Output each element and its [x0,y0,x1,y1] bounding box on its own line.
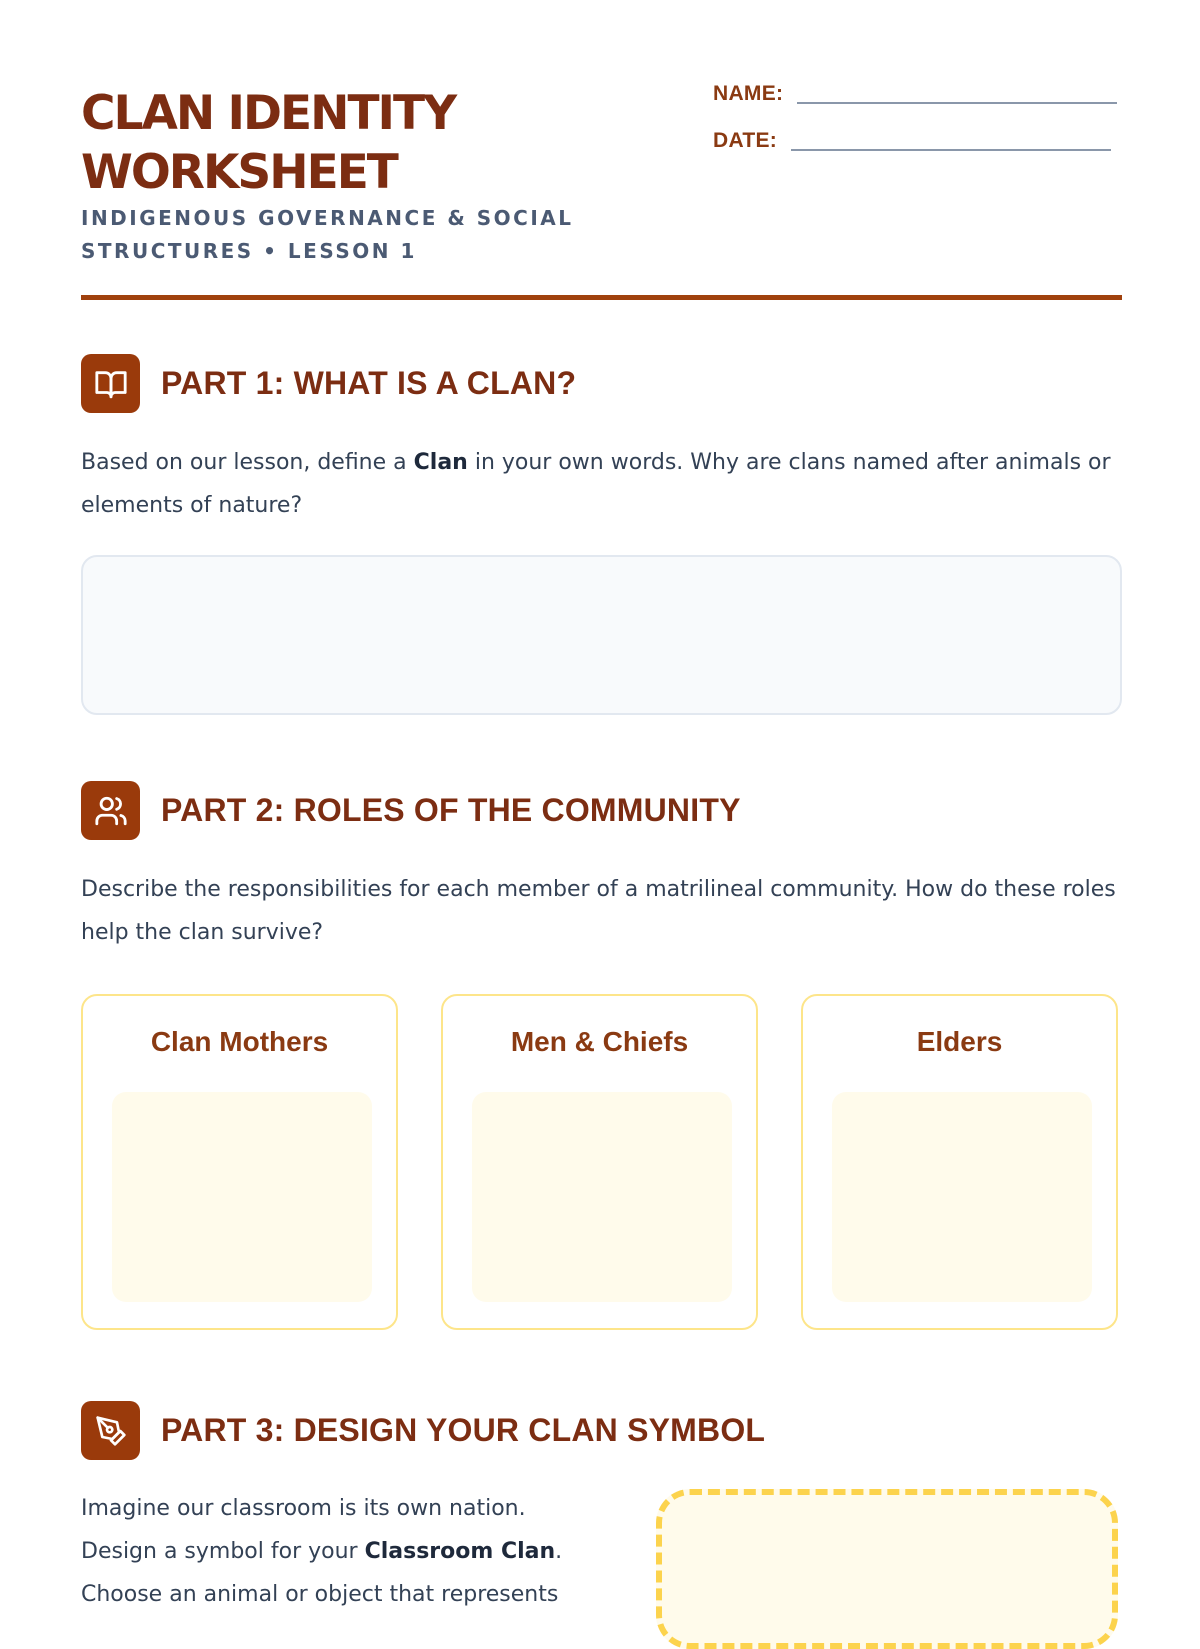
role-answer-area[interactable] [472,1092,732,1302]
part1-text-b: in your own words. Why are clans named after animals or elements of nature? [81,450,1111,518]
role-title: Elders [916,1026,1003,1057]
part3-line-2a: Design a symbol for your [81,1539,365,1564]
book-open-icon [81,354,140,413]
date-label: DATE: [713,129,778,152]
part3-line-2b: . [555,1539,563,1564]
header-divider [81,295,1122,300]
role-title: Clan Mothers [150,1026,329,1057]
part3-line-1: Imagine our classroom is its own nation. [81,1496,526,1521]
date-line[interactable] [791,149,1111,151]
name-field-row [713,82,1117,106]
worksheet-title [81,84,601,202]
part3-line-2-bold: Classroom Clan [364,1539,556,1564]
part2-title: PART 2: ROLES OF THE COMMUNITY [161,792,741,828]
title-line-1: CLAN IDENTITY [81,86,456,141]
part3-line-3: Choose an animal or object that represents [81,1582,559,1607]
symbol-drawing-area[interactable] [656,1489,1118,1649]
role-answer-area[interactable] [832,1092,1092,1302]
role-answer-area[interactable] [112,1092,372,1302]
part1-instructions [81,441,1121,527]
subtitle-line-2: STRUCTURES • LESSON 1 [81,239,417,263]
part3-instructions [81,1487,641,1616]
part2-instructions: Describe the responsibilities for each member of a matrilineal community. How do these roles help the clan survive? [81,877,1116,945]
title-line-2: WORKSHEET [81,145,397,200]
role-card-men-chiefs [441,994,758,1330]
part3-title: PART 3: DESIGN YOUR CLAN SYMBOL [161,1412,766,1448]
date-field-row [713,129,1111,153]
name-label: NAME: [713,82,784,105]
role-card-clan-mothers [81,994,398,1330]
worksheet-subtitle [81,202,601,268]
role-title: Men & Chiefs [510,1026,689,1057]
part1-title: PART 1: WHAT IS A CLAN? [161,365,577,401]
subtitle-line-1: INDIGENOUS GOVERNANCE & SOCIAL [81,206,574,230]
part1-text-bold: Clan [413,450,468,475]
name-line[interactable] [797,102,1117,104]
part1-text-a: Based on our lesson, define a [81,450,414,475]
role-card-elders [801,994,1118,1330]
pen-tool-icon [81,1401,140,1460]
users-icon [81,781,140,840]
part1-answer-box[interactable] [81,555,1122,715]
